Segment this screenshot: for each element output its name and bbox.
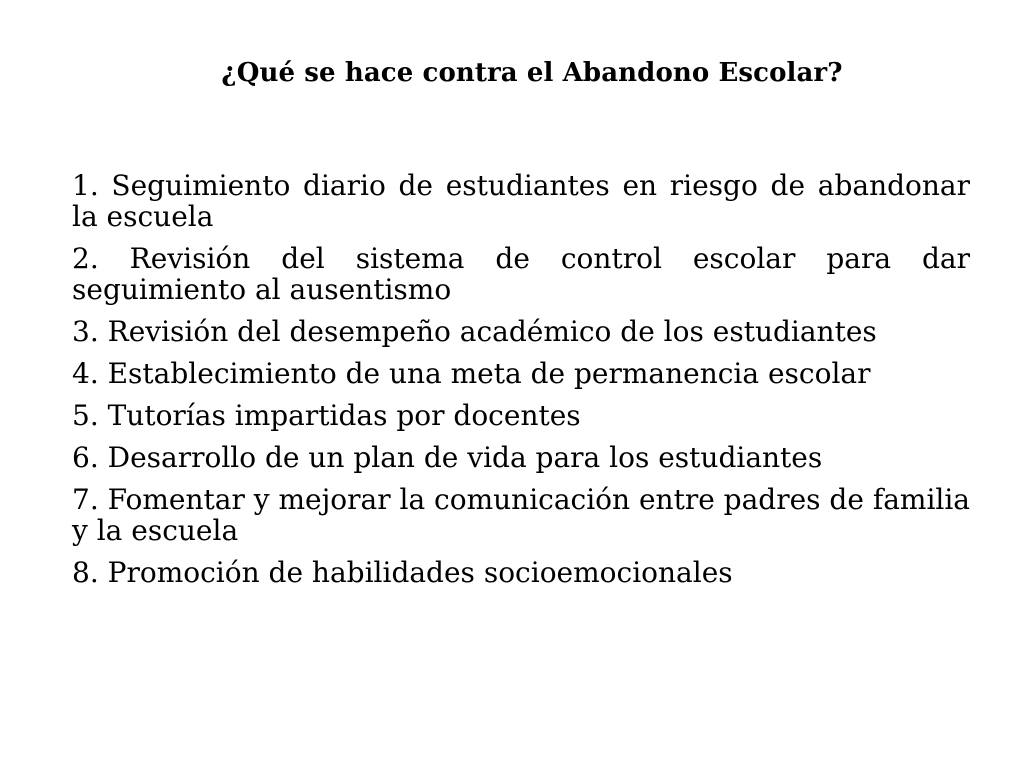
slide-title: ¿Qué se hace contra el Abandono Escolar? [221,58,843,88]
list-item: 5. Tutorías impartidas por docentes [72,399,581,432]
list-item: 7. Fomentar y mejorar la comunicación entre padres de familia y la escuela [72,483,970,547]
list-item: 8. Promoción de habilidades socioemocionales [72,556,733,589]
action-list [72,170,970,599]
list-item: 2. Revisión del sistema de control escolar para dar seguimiento al ausentismo [72,242,970,306]
list-item: 1. Seguimiento diario de estudiantes en riesgo de abandonar la escuela [72,169,970,233]
list-item: 3. Revisión del desempeño académico de los estudiantes [72,315,877,348]
list-item: 6. Desarrollo de un plan de vida para los estudiantes [72,441,823,474]
list-item: 4. Establecimiento de una meta de permanencia escolar [72,357,871,390]
